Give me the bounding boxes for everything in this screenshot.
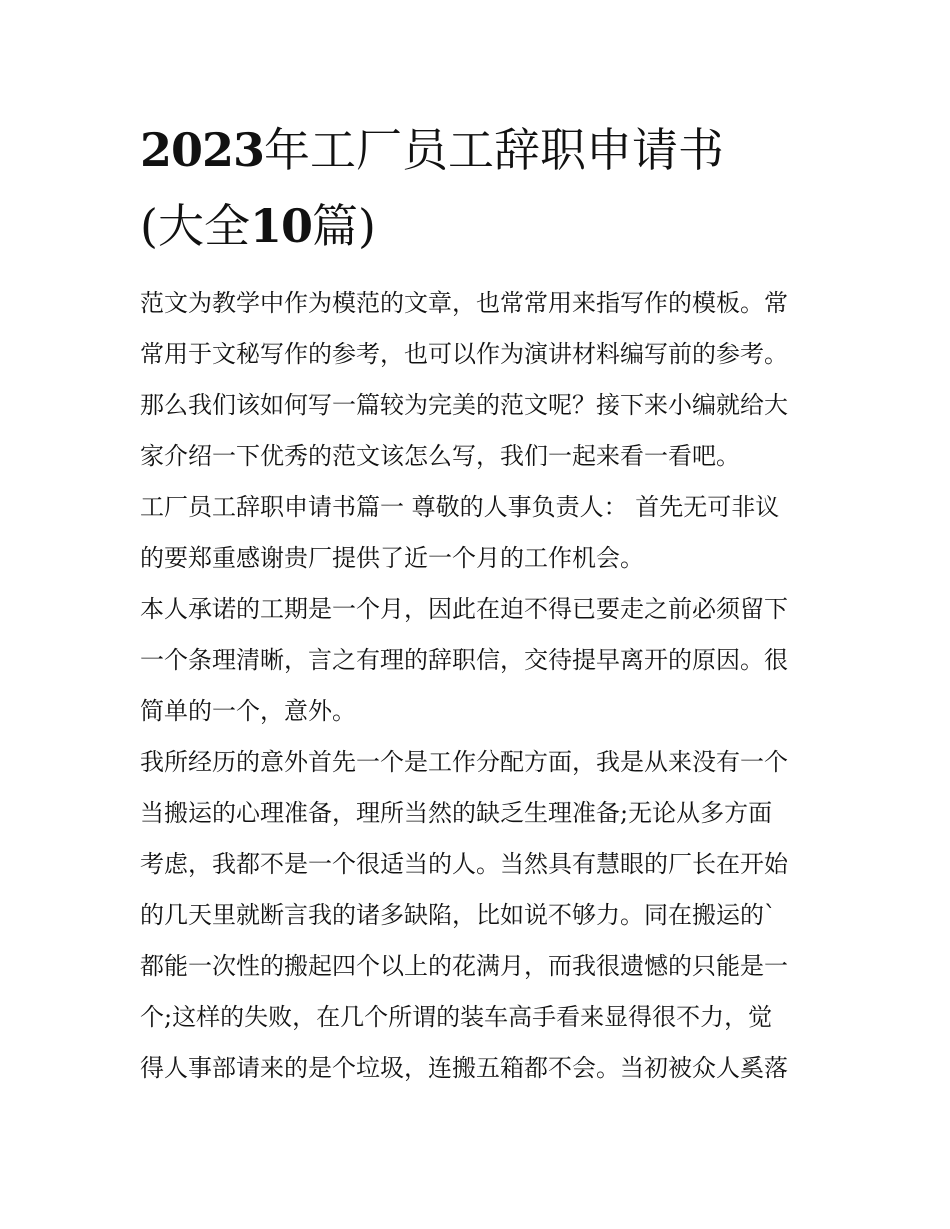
body-line: 常用于文秘写作的参考，也可以作为演讲材料编写前的参考。 xyxy=(140,340,788,368)
body-line: 个;这样的失败，在几个所谓的装车高手看来显得很不力，觉 xyxy=(140,1003,773,1031)
document-title xyxy=(140,112,820,264)
title-line-2 xyxy=(140,188,820,264)
body-line: 当搬运的心理准备，理所当然的缺乏生理准备;无论从多方面 xyxy=(140,799,773,827)
body-line: 的几天里就断言我的诸多缺陷，比如说不够力。同在搬运的` xyxy=(140,901,776,929)
document-body xyxy=(140,280,820,1096)
body-line: 都能一次性的搬起四个以上的花满月，而我很遗憾的只能是一 xyxy=(140,952,788,980)
body-line: 简单的一个，意外。 xyxy=(140,697,356,725)
title-count: 10 xyxy=(249,199,312,253)
title-line-2-open: (大全 xyxy=(140,199,250,253)
body-line: 工厂员工辞职申请书篇一 尊敬的人事负责人： 首先无可非议 xyxy=(140,493,780,521)
body-line: 的要郑重感谢贵厂提供了近一个月的工作机会。 xyxy=(140,544,644,572)
body-line: 一个条理清晰，言之有理的辞职信，交待提早离开的原因。很 xyxy=(140,646,788,674)
title-line-2-close: 篇) xyxy=(311,199,376,253)
body-line: 考虑，我都不是一个很适当的人。当然具有慧眼的厂长在开始 xyxy=(140,850,788,878)
body-line: 本人承诺的工期是一个月，因此在迫不得已要走之前必须留下 xyxy=(140,595,788,623)
title-year: 2023 xyxy=(140,123,265,177)
title-line-1 xyxy=(140,112,820,188)
body-line: 范文为教学中作为模范的文章，也常常用来指写作的模板。常 xyxy=(140,289,788,317)
body-line: 那么我们该如何写一篇较为完美的范文呢？接下来小编就给大 xyxy=(140,391,788,419)
body-line: 得人事部请来的是个垃圾，连搬五箱都不会。当初被众人奚落 xyxy=(140,1054,788,1082)
body-line: 家介绍一下优秀的范文该怎么写，我们一起来看一看吧。 xyxy=(140,442,740,470)
body-line: 我所经历的意外首先一个是工作分配方面，我是从来没有一个 xyxy=(140,748,788,776)
title-line-1-text: 年工厂员工辞职申请书 xyxy=(264,123,725,177)
